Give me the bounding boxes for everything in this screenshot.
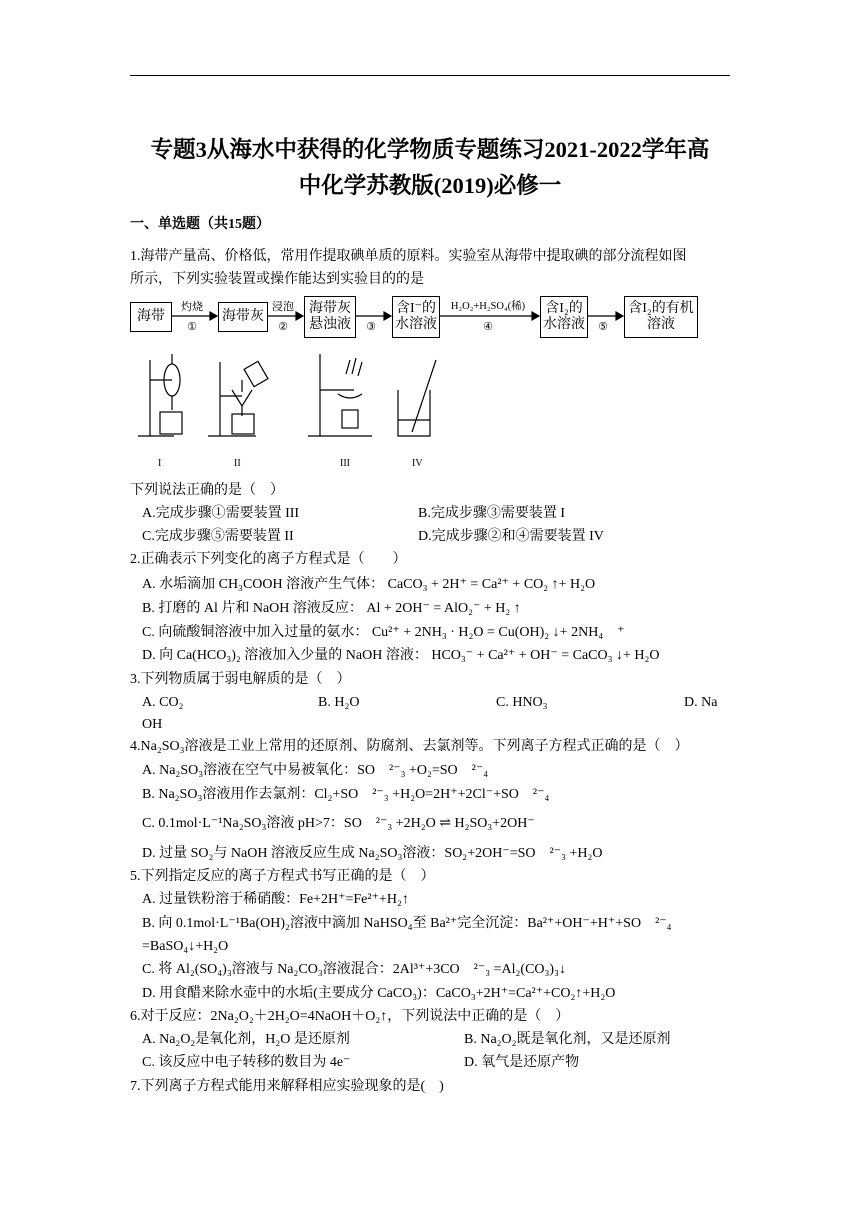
q5-option-a[interactable]: A. 过量铁粉溶于稀硝酸：Fe+2H⁺=Fe²⁺+H₂↑ [142, 892, 409, 907]
flow-box-seaweed: 海带 [130, 302, 172, 332]
q5-option-b[interactable]: B. 向 0.1mol·L⁻¹Ba(OH)₂溶液中滴加 NaHSO₄至 Ba²⁺完全沉淀：Ba²⁺+OH⁻+H⁺+SO ²⁻₄ [142, 916, 672, 931]
q7-stem: 7.下列离子方程式能用来解释相应实验现象的是( ) [130, 1079, 444, 1094]
flow-box-iodine-solution: 含I₂的水溶液 [540, 296, 588, 338]
apparatus-2-filtration [208, 361, 268, 436]
q2-option-d[interactable]: D. 向 Ca(HCO₃)₂ 溶液加入少量的 NaOH 溶液： HCO₃⁻ + Ca²⁺ + OH⁻ = CaCO₃ ↓+ H₂O [142, 648, 660, 663]
q1-option-b[interactable]: B.完成步骤③需要装置 I [418, 506, 565, 521]
flow-box-organic-solution: 含I₂的有机溶液 [624, 296, 698, 338]
q3-option-d[interactable]: D. Na [684, 695, 718, 710]
q4-option-c[interactable]: C. 0.1mol·L⁻¹Na₂SO₃溶液 pH>7：SO ²⁻₃ +2H₂O ⇌ H₂SO₃+2OH⁻ [142, 816, 535, 831]
q2-stem: 2.正确表示下列变化的离子方程式是（ ） [130, 552, 407, 567]
flow-box-suspension: 海带灰悬浊液 [304, 296, 356, 338]
apparatus-1-separatory-funnel [138, 354, 182, 436]
q3-option-c[interactable]: C. HNO₃ [496, 695, 548, 710]
step-label-soak: 浸泡 [272, 301, 294, 313]
q1-option-a[interactable]: A.完成步骤①需要装置 III [142, 506, 300, 521]
q3-option-d-continued: OH [142, 717, 163, 732]
step-number-3: ③ [366, 321, 376, 333]
step-label-burn: 灼烧 [181, 301, 203, 313]
q1-option-d[interactable]: D.完成步骤②和④需要装置 IV [418, 529, 604, 544]
header-rule [130, 75, 730, 76]
q4-option-d[interactable]: D. 过量 SO₂与 NaOH 溶液反应生成 Na₂SO₃溶液：SO₂+2OH⁻=SO ²⁻₃ +H₂O [142, 846, 603, 861]
q1-stem-line-1: 1.海带产量高、价格低，常用作提取碘单质的原料。实验室从海带中提取碘的部分流程如图 [130, 249, 687, 264]
q2-option-b[interactable]: B. 打磨的 Al 片和 NaOH 溶液反应： Al + 2OH⁻ = AlO₂⁻ + H₂ ↑ [142, 601, 521, 616]
title-line-1: 专题3从海水中获得的化学物质专题练习2021-2022学年高 [150, 137, 710, 162]
q5-stem: 5.下列指定反应的离子方程式书写正确的是（ ） [130, 869, 435, 884]
apparatus-label-1: I [158, 458, 162, 469]
document-title [130, 132, 730, 204]
flow-box-ash: 海带灰 [218, 302, 268, 332]
step-label-reagent: H₂O₂+H₂SO₄(稀) [450, 301, 526, 312]
step-number-5: ⑤ [598, 321, 608, 333]
q2-option-c[interactable]: C. 向硫酸铜溶液中加入过量的氨水： Cu²⁺ + 2NH₃ · H₂O = Cu(OH)₂ ↓+ 2NH₄ ⁺ [142, 625, 625, 640]
step-number-2: ② [278, 321, 288, 333]
q4-option-b[interactable]: B. Na₂SO₃溶液用作去氯剂：Cl₂+SO ²⁻₃ +H₂O=2H⁺+2Cl⁻+SO ²⁻₄ [142, 787, 550, 802]
q2-option-a[interactable]: A. 水垢滴加 CH₃COOH 溶液产生气体： CaCO₃ + 2H⁺ = Ca²⁺ + CO₂ ↑+ H₂O [142, 577, 596, 592]
apparatus-label-3: III [340, 458, 350, 469]
apparatus-3-heating [308, 354, 372, 436]
apparatus-figure [130, 350, 450, 475]
section-heading: 一、单选题（共15题） [130, 217, 270, 232]
q3-stem: 3.下列物质属于弱电解质的是（ ） [130, 672, 351, 687]
q3-option-a[interactable]: A. CO₂ [142, 695, 184, 710]
apparatus-4-beaker-stirring [398, 360, 436, 436]
step-number-1: ① [187, 321, 197, 333]
q5-option-b-continued: =BaSO₄↓+H₂O [142, 939, 229, 954]
q6-option-a[interactable]: A. Na₂O₂是氧化剂，H₂O 是还原剂 [142, 1032, 350, 1047]
title-line-2: 中化学苏教版(2019)必修一 [298, 173, 562, 198]
q5-option-d[interactable]: D. 用食醋来除水壶中的水垢(主要成分 CaCO₃)：CaCO₃+2H⁺=Ca²⁺+CO₂↑+H₂O [142, 986, 616, 1001]
apparatus-label-4: IV [412, 458, 423, 469]
q1-option-c[interactable]: C.完成步骤⑤需要装置 II [142, 529, 294, 544]
q4-stem: 4.Na₂SO₃溶液是工业上常用的还原剂、防腐剂、去氯剂等。下列离子方程式正确的是（ ） [130, 739, 689, 754]
q1-prompt: 下列说法正确的是（ ） [130, 483, 284, 498]
q5-option-c[interactable]: C. 将 Al₂(SO₄)₃溶液与 Na₂CO₃溶液混合：2Al³⁺+3CO ²⁻₃ =Al₂(CO₃)₃↓ [142, 962, 566, 977]
apparatus-drawings [130, 350, 450, 455]
q6-option-d[interactable]: D. 氧气是还原产物 [464, 1055, 580, 1070]
step-number-4: ④ [483, 321, 493, 333]
q6-option-c[interactable]: C. 该反应中电子转移的数目为 4e⁻ [142, 1055, 351, 1070]
q6-stem: 6.对于反应：2Na₂O₂＋2H₂O=4NaOH＋O₂↑，下列说法中正确的是（ ） [130, 1009, 570, 1024]
q4-option-a[interactable]: A. Na₂SO₃溶液在空气中易被氧化：SO ²⁻₃ +O₂=SO ²⁻₄ [142, 763, 489, 778]
q1-stem-line-2: 所示，下列实验装置或操作能达到实验目的的是 [130, 272, 424, 287]
q3-option-b[interactable]: B. H₂O [318, 695, 360, 710]
q6-option-b[interactable]: B. Na₂O₂既是氧化剂，又是还原剂 [464, 1032, 671, 1047]
flow-box-iodide-solution: 含I⁻的水溶液 [392, 296, 440, 338]
extraction-flowchart [130, 294, 700, 340]
apparatus-label-2: II [234, 458, 241, 469]
